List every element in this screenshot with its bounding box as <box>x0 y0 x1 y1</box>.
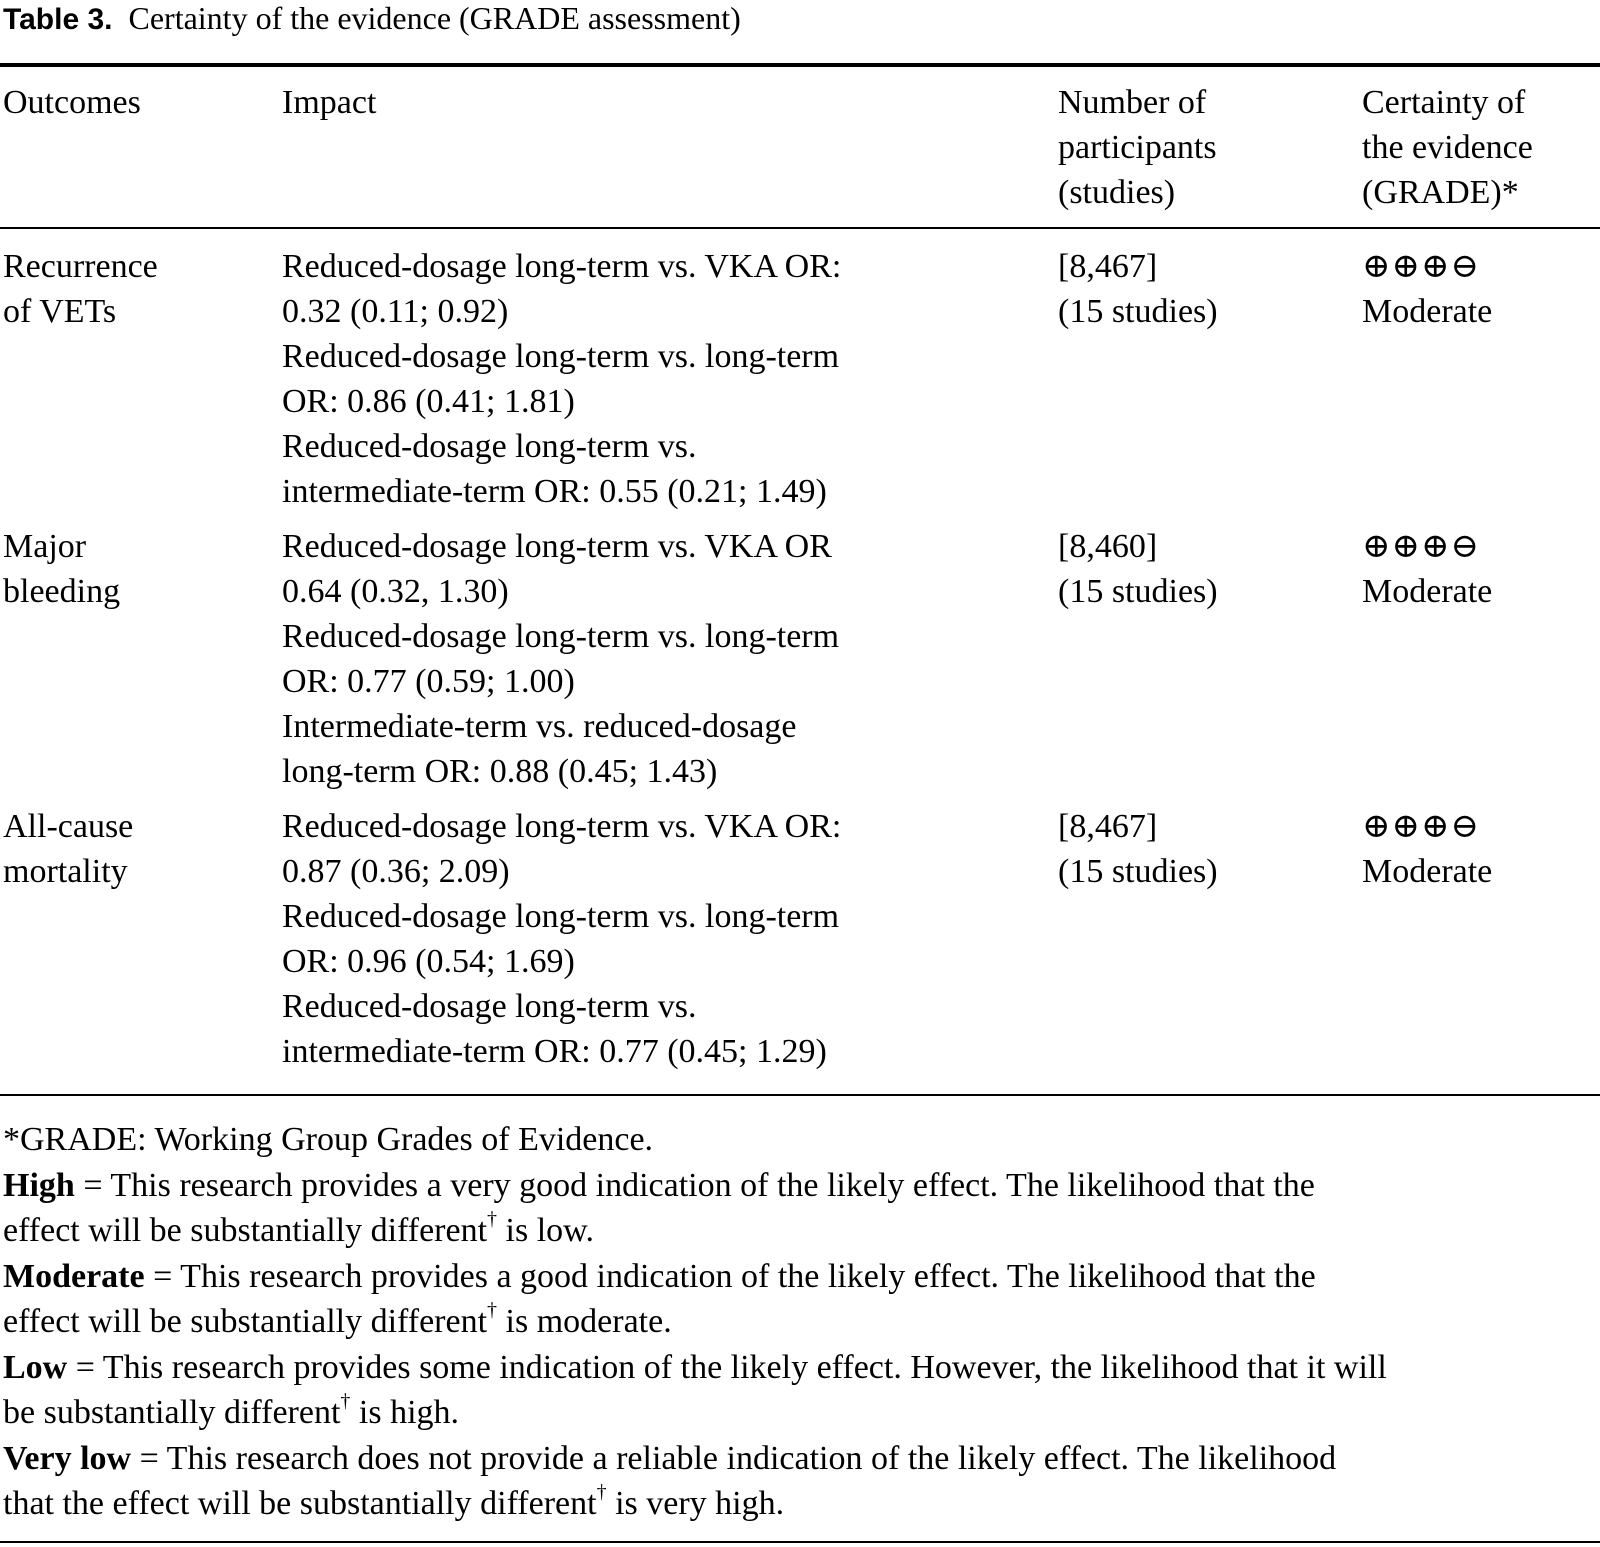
table-footnotes <box>3 1117 1598 1527</box>
row-outcome: Major bleeding <box>3 528 121 610</box>
row-impact: Reduced-dosage long-term vs. VKA OR: 0.87 (0.36; 2.09) Reduced-dosage long-term vs. long-term OR: 0.96 (0.54; 1.69) Reduced-dosage long-term vs. intermediate-term OR: 0.77 (0.45; 1.29) <box>282 808 842 1070</box>
header-rule <box>0 227 1600 229</box>
row-outcome: All-cause mortality <box>3 808 134 890</box>
row-outcome: Recurrence of VETs <box>3 248 158 330</box>
row-impact: Reduced-dosage long-term vs. VKA OR 0.64 (0.32, 1.30) Reduced-dosage long-term vs. long-term OR: 0.77 (0.59; 1.00) Intermediate-term vs. reduced-dosage long-term OR: 0.88 (0.45; 1.43) <box>282 528 840 790</box>
footnote-grade: *GRADE: Working Group Grades of Evidence. <box>3 1121 654 1158</box>
row-certainty: ⊕⊕⊕⊖ Moderate <box>1362 524 1492 614</box>
row-certainty: ⊕⊕⊕⊖ Moderate <box>1362 244 1492 334</box>
header-impact: Impact <box>282 84 377 121</box>
row-certainty: ⊕⊕⊕⊖ Moderate <box>1362 804 1492 894</box>
grade-symbols-icon: ⊕⊕⊕⊖ <box>1362 808 1480 845</box>
header-outcomes: Outcomes <box>3 84 141 121</box>
row-impact: Reduced-dosage long-term vs. VKA OR: 0.32 (0.11; 0.92) Reduced-dosage long-term vs. long-term OR: 0.86 (0.41; 1.81) Reduced-dosage long-term vs. intermediate-term OR: 0.55 (0.21; 1.49) <box>282 248 842 510</box>
header-number-participants: Number of participants (studies) <box>1058 84 1217 211</box>
row-participants: [8,467] (15 studies) <box>1058 808 1218 890</box>
top-rule <box>0 63 1600 67</box>
footnote-high: High = This research provides a very good indication of the likely effect. The likelihood that the effect will be substantially different† is low. <box>3 1166 1315 1249</box>
footnote-low: Low = This research provides some indication of the likely effect. However, the likelihood that it will be substantially different† is high. <box>3 1348 1387 1431</box>
header-certainty: Certainty of the evidence (GRADE)* <box>1362 84 1533 211</box>
table-label: Table 3. <box>3 3 113 36</box>
footer-rule <box>0 1541 1600 1543</box>
row-participants: [8,460] (15 studies) <box>1058 528 1218 610</box>
footnote-moderate: Moderate = This research provides a good indication of the likely effect. The likelihood that the effect will be substantially different† is moderate. <box>3 1257 1316 1340</box>
table-title: Certainty of the evidence (GRADE assessment) <box>128 0 741 36</box>
grade-symbols-icon: ⊕⊕⊕⊖ <box>1362 248 1480 285</box>
table-caption <box>3 0 741 38</box>
row-participants: [8,467] (15 studies) <box>1058 248 1218 330</box>
grade-symbols-icon: ⊕⊕⊕⊖ <box>1362 528 1480 565</box>
footnote-very-low: Very low = This research does not provide a reliable indication of the likely effect. The likelihood that the effect will be substantially different† is very high. <box>3 1439 1337 1522</box>
bottom-rule <box>0 1094 1600 1096</box>
